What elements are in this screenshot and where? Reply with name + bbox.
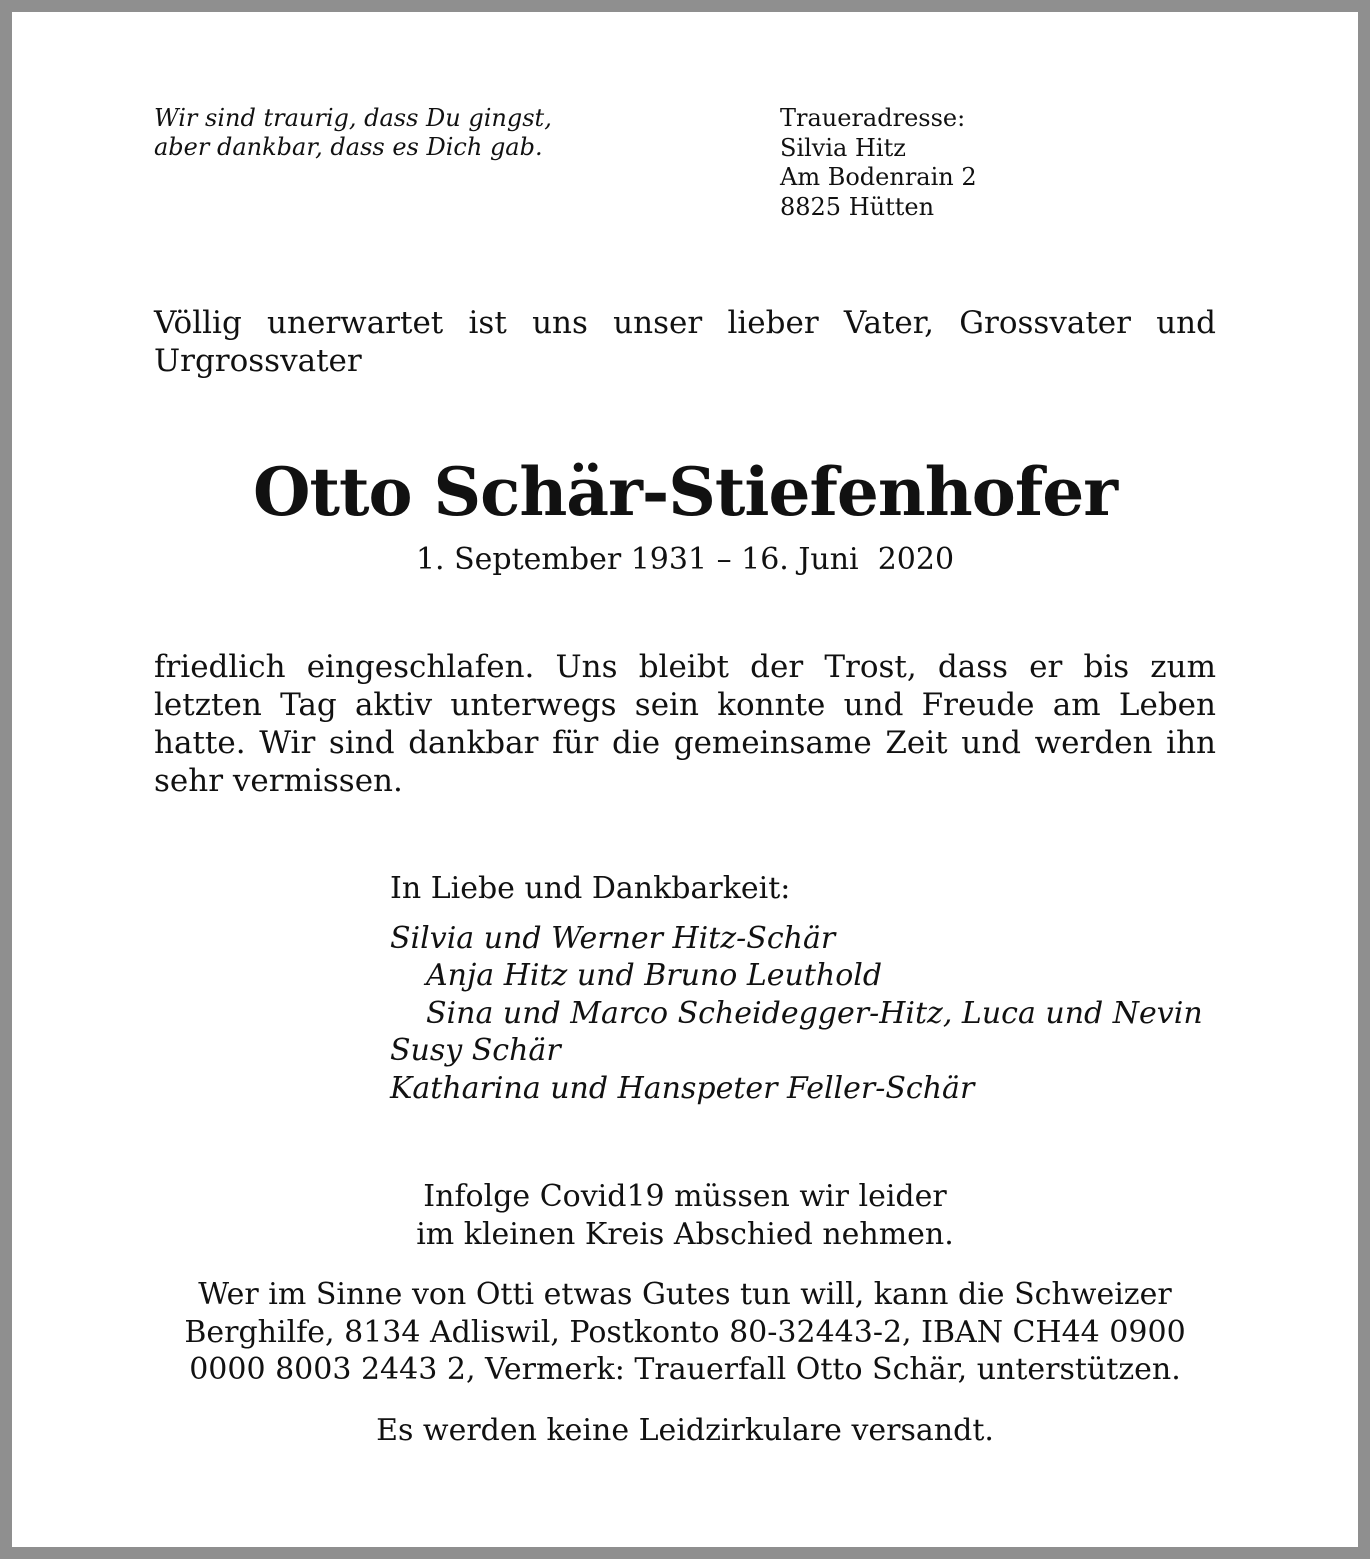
address-name: Silvia Hitz	[780, 133, 906, 162]
motto-line: aber dankbar, dass es Dich gab.	[154, 133, 543, 161]
closing-note: Es werden keine Leidzirkulare versandt.	[376, 1413, 994, 1448]
deceased-name: Otto Schär-Stiefenhofer	[253, 453, 1117, 531]
address-city: 8825 Hütten	[780, 192, 935, 221]
mourner-line: Susy Schär	[390, 1033, 561, 1068]
covid-line: Infolge Covid19 müssen wir leider	[423, 1179, 947, 1214]
intro-text: Völlig unerwartet ist uns unser lieber Vater, Grossvater und Urgrossvater	[154, 305, 1216, 379]
mourner-line: Anja Hitz und Bruno Leuthold	[426, 958, 883, 993]
covid-notice	[12, 1178, 1358, 1253]
donation-notice	[12, 1276, 1358, 1389]
address-street: Am Bodenrain 2	[780, 163, 977, 191]
covid-line: im kleinen Kreis Abschied nehmen.	[416, 1216, 954, 1252]
motto-line: Wir sind traurig, dass Du gingst,	[154, 104, 552, 132]
mourner-line: Katharina und Hanspeter Feller-Schär	[390, 1070, 975, 1106]
donation-line: Wer im Sinne von Otti etwas Gutes tun will, kann die Schweizer	[198, 1277, 1172, 1312]
donation-line: 0000 8003 2443 2, Vermerk: Trauerfall Otto Schär, unterstützen.	[189, 1352, 1181, 1387]
mourner-line: Silvia und Werner Hitz-Schär	[390, 920, 836, 956]
donation-line: Berghilfe, 8134 Adliswil, Postkonto 80-32443-2, IBAN CH44 0900	[184, 1314, 1186, 1350]
address-label: Traueradresse:	[780, 104, 966, 132]
life-dates: 1. September 1931 – 16. Juni 2020	[415, 542, 955, 577]
mourners-block	[390, 870, 1270, 1107]
mourners-heading: In Liebe und Dankbarkeit:	[390, 871, 791, 906]
body-text: friedlich eingeschlafen. Uns bleibt der Trost, dass er bis zum letzten Tag aktiv unterwegs sein konnte und Freude am Leben hatte. Wir sind dankbar für die gemeinsame Zeit und werden ihn sehr vermissen.	[154, 649, 1216, 799]
mourning-address	[780, 104, 1200, 222]
obituary-page	[12, 12, 1358, 1547]
motto-quote	[154, 104, 714, 162]
mourner-line: Sina und Marco Scheidegger-Hitz, Luca und Nevin	[426, 995, 1203, 1031]
